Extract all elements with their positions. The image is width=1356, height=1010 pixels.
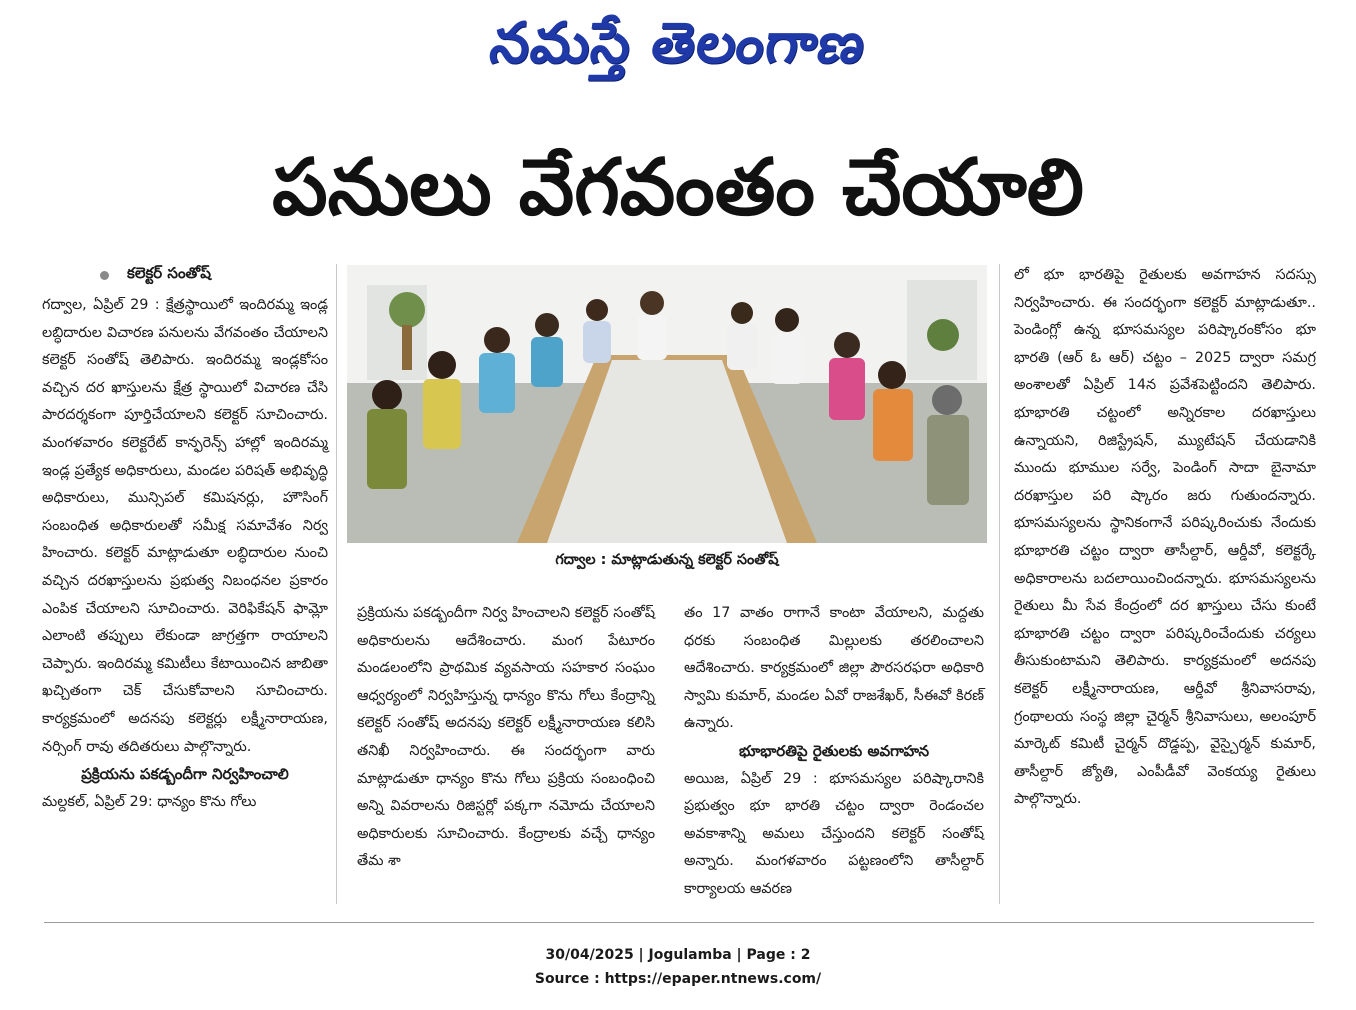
source-link[interactable]: Source : https://epaper.ntnews.com/ <box>534 971 822 987</box>
column-4-paragraph: లో భూ భారతిపై రైతులకు అవగాహన సదస్సు నిర్వహించారు. ఈ సందర్భంగా కలెక్టర్ మాట్లాడుతూ.. పెండింగ్లో ఉన్న భూసమస్యల పరిష్కారంకోసం భూ భారతి (ఆర్ ఓ ఆర్) చట్టం – 2025 ద్వారా సమగ్ర అంశాలతో ఏప్రిల్ 14న ప్రవేశపెట్టిందని తెలిపారు. భూభారతి చట్టంలో అన్నిరకాల దరఖాస్తులు ఉన్నాయని, రిజిస్ట్రేషన్, మ్యుటేషన్ చేయడానికి ముందు భూముల సర్వే, పెండింగ్ సాదా బైనామా దరఖాస్తుల పరి ష్కారం జరు గుతుందన్నారు. భూసమస్యలను స్థానికంగానే పరిష్కరించుకు నేందుకు భూభారతి చట్టం ద్వారా తాసీల్దార్, ఆర్డీవో, కలెక్టర్కే అధికారాలను బదలాయించిందన్నారు. భూసమస్యలను రైతులు మీ సేవ కేంద్రంలో దర ఖాస్తులు చేసు కుంటే భూభారతి చట్టం ద్వారా పరిష్కరించేందుకు చర్యలు తీసుకుంటామని తెలిపారు. కార్యక్రమంలో అదనపు కలెక్టర్ లక్ష్మీనారాయణ, ఆర్డీవో శ్రీనివాసరావు, గ్రంథాలయ సంస్థ జిల్లా చైర్మన్ శ్రీనివాసులు, అలంపూర్ మార్కెట్ కమిటీ చైర్మన్ దొడ్డప్ప, వైస్చైర్మన్ కుమార్, తాసీల్దార్ జ్యోతి, ఎంపీడీవో వెంకయ్య రైతులు పాల్గొన్నారు. <box>1014 267 1316 808</box>
edition-info: 30/04/2025 | Jogulamba | Page : 2 <box>545 947 811 963</box>
column-1-paragraph: గద్వాల, ఏప్రిల్ 29 : క్షేత్రస్థాయిలో ఇందిరమ్మ ఇండ్ల లబ్ధిదారుల విచారణ పనులను వేగవంతం చేయాలని కలెక్టర్ సంతోష్ తెలిపారు. ఇందిరమ్మ ఇండ్లకోసం వచ్చిన దర ఖాస్తులను క్షేత్ర స్థాయిలో విచారణ చేసి పారదర్శకంగా పూర్తిచేయాలని కలెక్టర్ సూచించారు. మంగళవారం కలెక్టరేట్ కాన్ఫరెన్స్ హాల్లో ఇందిరమ్మ ఇండ్ల ప్రత్యేక అధికారులు, మండల పరిషత్ అభివృద్ధి అధికారులు, మున్సిపల్ కమిషనర్లు, హౌసింగ్ సంబంధిత అధికారులతో సమీక్ష సమావేశం నిర్వ హించారు. కలెక్టర్ మాట్లాడుతూ లబ్ధిదారుల నుంచి వచ్చిన దరఖాస్తులను ప్రభుత్వ నిబంధనల ప్రకారం ఎంపిక చేయాలని సూచించారు. వెరిఫికేషన్ ఫామ్లో ఎలాంటి తప్పులు లేకుండా జాగ్రత్తగా రాయాలని చెప్పారు. ఇందిరమ్మ కమిటీలు కేటాయించిన జాబితా ఖచ్చితంగా చెక్ చేసుకోవాలని సూచించారు. కార్యక్రమంలో అదనపు కలెక్టర్లు లక్ష్మీనారాయణ, నర్సింగ్ రావు తదితరులు పాల్గొన్నారు. <box>42 297 328 755</box>
column-divider <box>999 264 1000 904</box>
article-column-3 <box>684 600 984 904</box>
footer-divider <box>44 922 1314 923</box>
column-1-subhead: ప్రక్రియను పకడ్బందీగా నిర్వహించాలి <box>81 765 289 784</box>
column-3-paragraph-2: అయిజ, ఏప్రిల్ 29 : భూసమస్యల పరిష్కారానికి ప్రభుత్వం భూ భారతి చట్టం ద్వారా రెండంచల అవకాశాన్ని అమలు చేస్తుందని కలెక్టర్ సంతోష్ అన్నారు. మంగళవారం పట్టణంలోని తాసీల్దార్ కార్యాలయ ఆవరణ <box>684 770 984 897</box>
byline-text: కలెక్టర్ సంతోష్ <box>127 264 211 282</box>
newspaper-masthead: నమస్తే తెలంగాణ <box>486 11 871 76</box>
meeting-photo <box>347 265 987 543</box>
article-column-4 <box>1014 262 1316 814</box>
article-column-2 <box>357 600 655 876</box>
article-column-1 <box>42 292 328 816</box>
bullet-icon <box>100 271 109 280</box>
photo-caption: గద్వాల : మాట్లాడుతున్న కలెక్టర్ సంతోష్ <box>555 552 779 568</box>
meeting-photo-illustration <box>347 265 987 543</box>
byline <box>100 264 211 286</box>
column-1-tail: మల్దకల్, ఏప్రిల్ 29: ధాన్యం కొను గోలు <box>42 793 257 810</box>
column-2-paragraph: ప్రక్రియను పకడ్బందీగా నిర్వ హించాలని కలెక్టర్ సంతోష్ అధికారులను ఆదేశించారు. మంగ పేటూరం మండలంలోని ప్రాథమిక వ్యవసాయ సహకార సంఘం ఆధ్వర్యంలో నిర్వహిస్తున్న ధాన్యం కొను గోలు కేంద్రాన్ని కలెక్టర్ సంతోష్ అదనపు కలెక్టర్ లక్ష్మీనారాయణ కలిసి తనిఖీ నిర్వహించారు. ఈ సందర్భంగా వారు మాట్లాడుతూ ధాన్యం కొను గోలు ప్రక్రియ సంబంధించి అన్ని వివరాలను రిజిస్టర్లో పక్కగా నమోదు చేయాలని అధికారులకు సూచించారు. కేంద్రాలకు వచ్చే ధాన్యం తేమ శా <box>357 605 655 870</box>
column-3-paragraph: తం 17 వాతం రాగానే కాంటా వేయాలని, మద్దతు ధరకు సంబంధిత మిల్లులకు తరలించాలని ఆదేశించారు. కార్యక్రమంలో జిల్లా పౌరసరఫరా అధికారి స్వామి కుమార్, మండల ఏవో రాజశేఖర్, సీఈవో కిరణ్ ఉన్నారు. <box>684 605 984 732</box>
column-3-subhead: భూభారతిపై రైతులకు అవగాహన <box>738 741 930 760</box>
column-divider <box>336 264 337 904</box>
headline: పనులు వేగవంతం చేయాలి <box>272 143 1084 233</box>
